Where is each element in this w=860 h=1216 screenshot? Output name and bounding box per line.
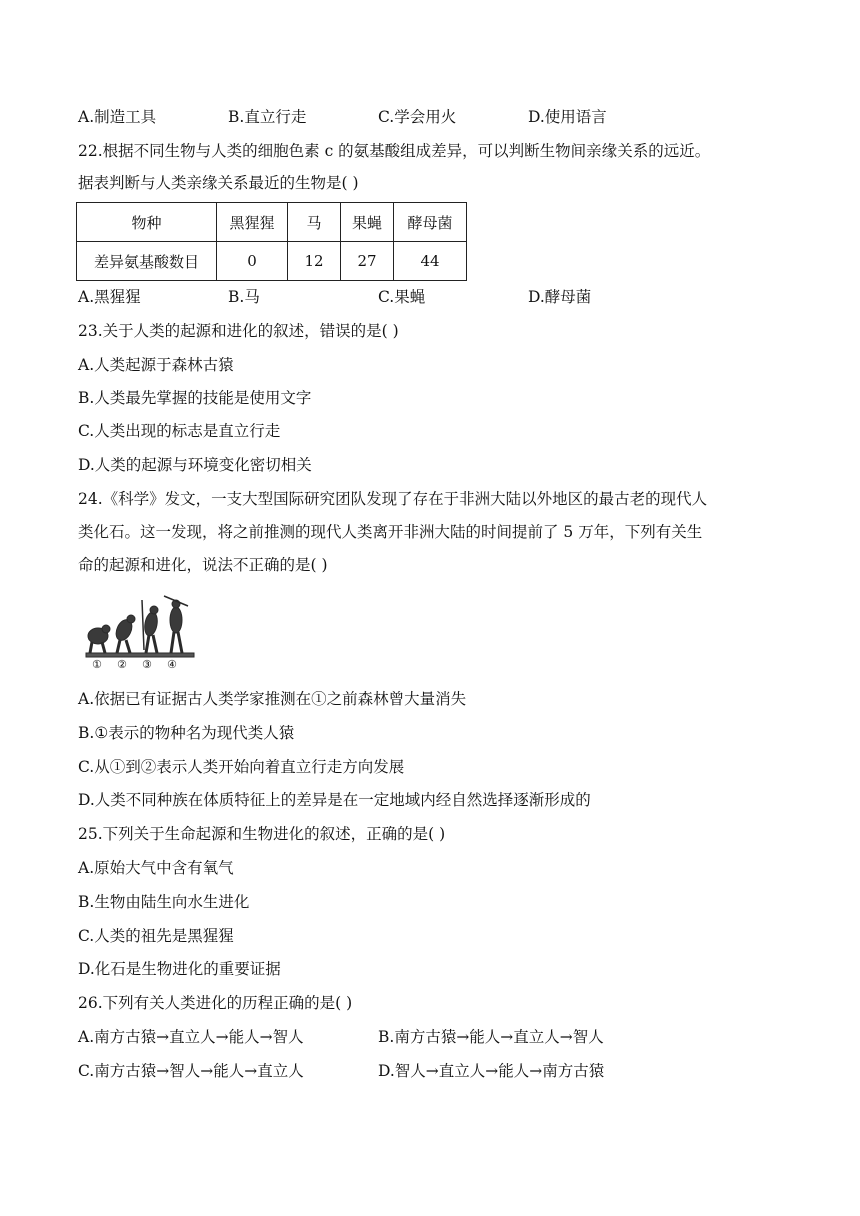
q24-stem-line2: 类化石。这一发现，将之前推测的现代人类离开非洲大陆的时间提前了 5 万年，下列有关生 [78, 523, 703, 541]
q22-stem-line1: 22.根据不同生物与人类的细胞色素 c 的氨基酸组成差异，可以判断生物间亲缘关系的远近。 [78, 142, 711, 160]
q21-option-b: B.直立行走 [228, 108, 307, 126]
q25-option-b: B.生物由陆生向水生进化 [78, 893, 250, 911]
table-cell: 27 [341, 242, 394, 281]
table-cell: 黑猩猩 [217, 203, 288, 242]
q24-option-b: B.①表示的物种名为现代类人猿 [78, 724, 295, 742]
q21-option-c: C.学会用火 [378, 108, 457, 126]
q26-option-b: B.南方古猿→能人→直立人→智人 [378, 1028, 604, 1046]
amino-acid-table [76, 202, 467, 281]
figure-label-4: ④ [167, 658, 177, 671]
q23-option-a: A.人类起源于森林古猿 [78, 356, 234, 374]
q25-option-c: C.人类的祖先是黑猩猩 [78, 927, 234, 945]
q22-option-b: B.马 [228, 288, 260, 306]
table-cell: 马 [288, 203, 341, 242]
table-row [77, 242, 467, 281]
table-cell: 物种 [77, 203, 217, 242]
q22-stem-line2: 据表判断与人类亲缘关系最近的生物是( ) [78, 174, 359, 192]
table-header-row [77, 203, 467, 242]
table-cell: 果蝇 [341, 203, 394, 242]
q24-option-c: C.从①到②表示人类开始向着直立行走方向发展 [78, 758, 405, 776]
q24-option-a: A.依据已有证据古人类学家推测在①之前森林曾大量消失 [78, 690, 467, 708]
figure-1-ape [88, 625, 110, 653]
q25-option-a: A.原始大气中含有氧气 [78, 859, 234, 877]
q22-option-c: C.果蝇 [378, 288, 426, 306]
table-cell: 酵母菌 [394, 203, 467, 242]
q25-option-d: D.化石是生物进化的重要证据 [78, 960, 281, 978]
figure-3-hominid [142, 600, 159, 653]
q21-option-d: D.使用语言 [528, 108, 607, 126]
q25-stem: 25.下列关于生命起源和生物进化的叙述，正确的是( ) [78, 825, 446, 843]
q22-option-a: A.黑猩猩 [78, 288, 141, 306]
q21-option-a: A.制造工具 [78, 108, 157, 126]
q23-option-c: C.人类出现的标志是直立行走 [78, 422, 281, 440]
q24-stem-line1: 24.《科学》发文，一支大型国际研究团队发现了存在于非洲大陆以外地区的最古老的现代人 [78, 490, 708, 508]
q23-stem: 23.关于人类的起源和进化的叙述，错误的是( ) [78, 322, 399, 340]
q26-option-c: C.南方古猿→智人→能人→直立人 [78, 1062, 304, 1080]
q23-option-b: B.人类最先掌握的技能是使用文字 [78, 389, 312, 407]
human-evolution-figure [84, 590, 196, 672]
ground-strip [86, 653, 194, 657]
figure-label-3: ③ [142, 658, 152, 671]
q24-stem-line3: 命的起源和进化，说法不正确的是( ) [78, 556, 328, 574]
figure-label-1: ① [92, 658, 102, 671]
q23-option-d: D.人类的起源与环境变化密切相关 [78, 456, 312, 474]
figure-2-hominid [113, 615, 135, 653]
q26-option-d: D.智人→直立人→能人→南方古猿 [378, 1062, 605, 1080]
table-cell: 差异氨基酸数目 [77, 242, 217, 281]
q26-stem: 26.下列有关人类进化的历程正确的是( ) [78, 994, 353, 1012]
q22-option-d: D.酵母菌 [528, 288, 592, 306]
table-cell: 12 [288, 242, 341, 281]
table-cell: 44 [394, 242, 467, 281]
figure-label-2: ② [117, 658, 127, 671]
q24-option-d: D.人类不同种族在体质特征上的差异是在一定地域内经自然选择逐渐形成的 [78, 791, 591, 809]
table-cell: 0 [217, 242, 288, 281]
figure-4-human [164, 596, 188, 653]
q26-option-a: A.南方古猿→直立人→能人→智人 [78, 1028, 304, 1046]
